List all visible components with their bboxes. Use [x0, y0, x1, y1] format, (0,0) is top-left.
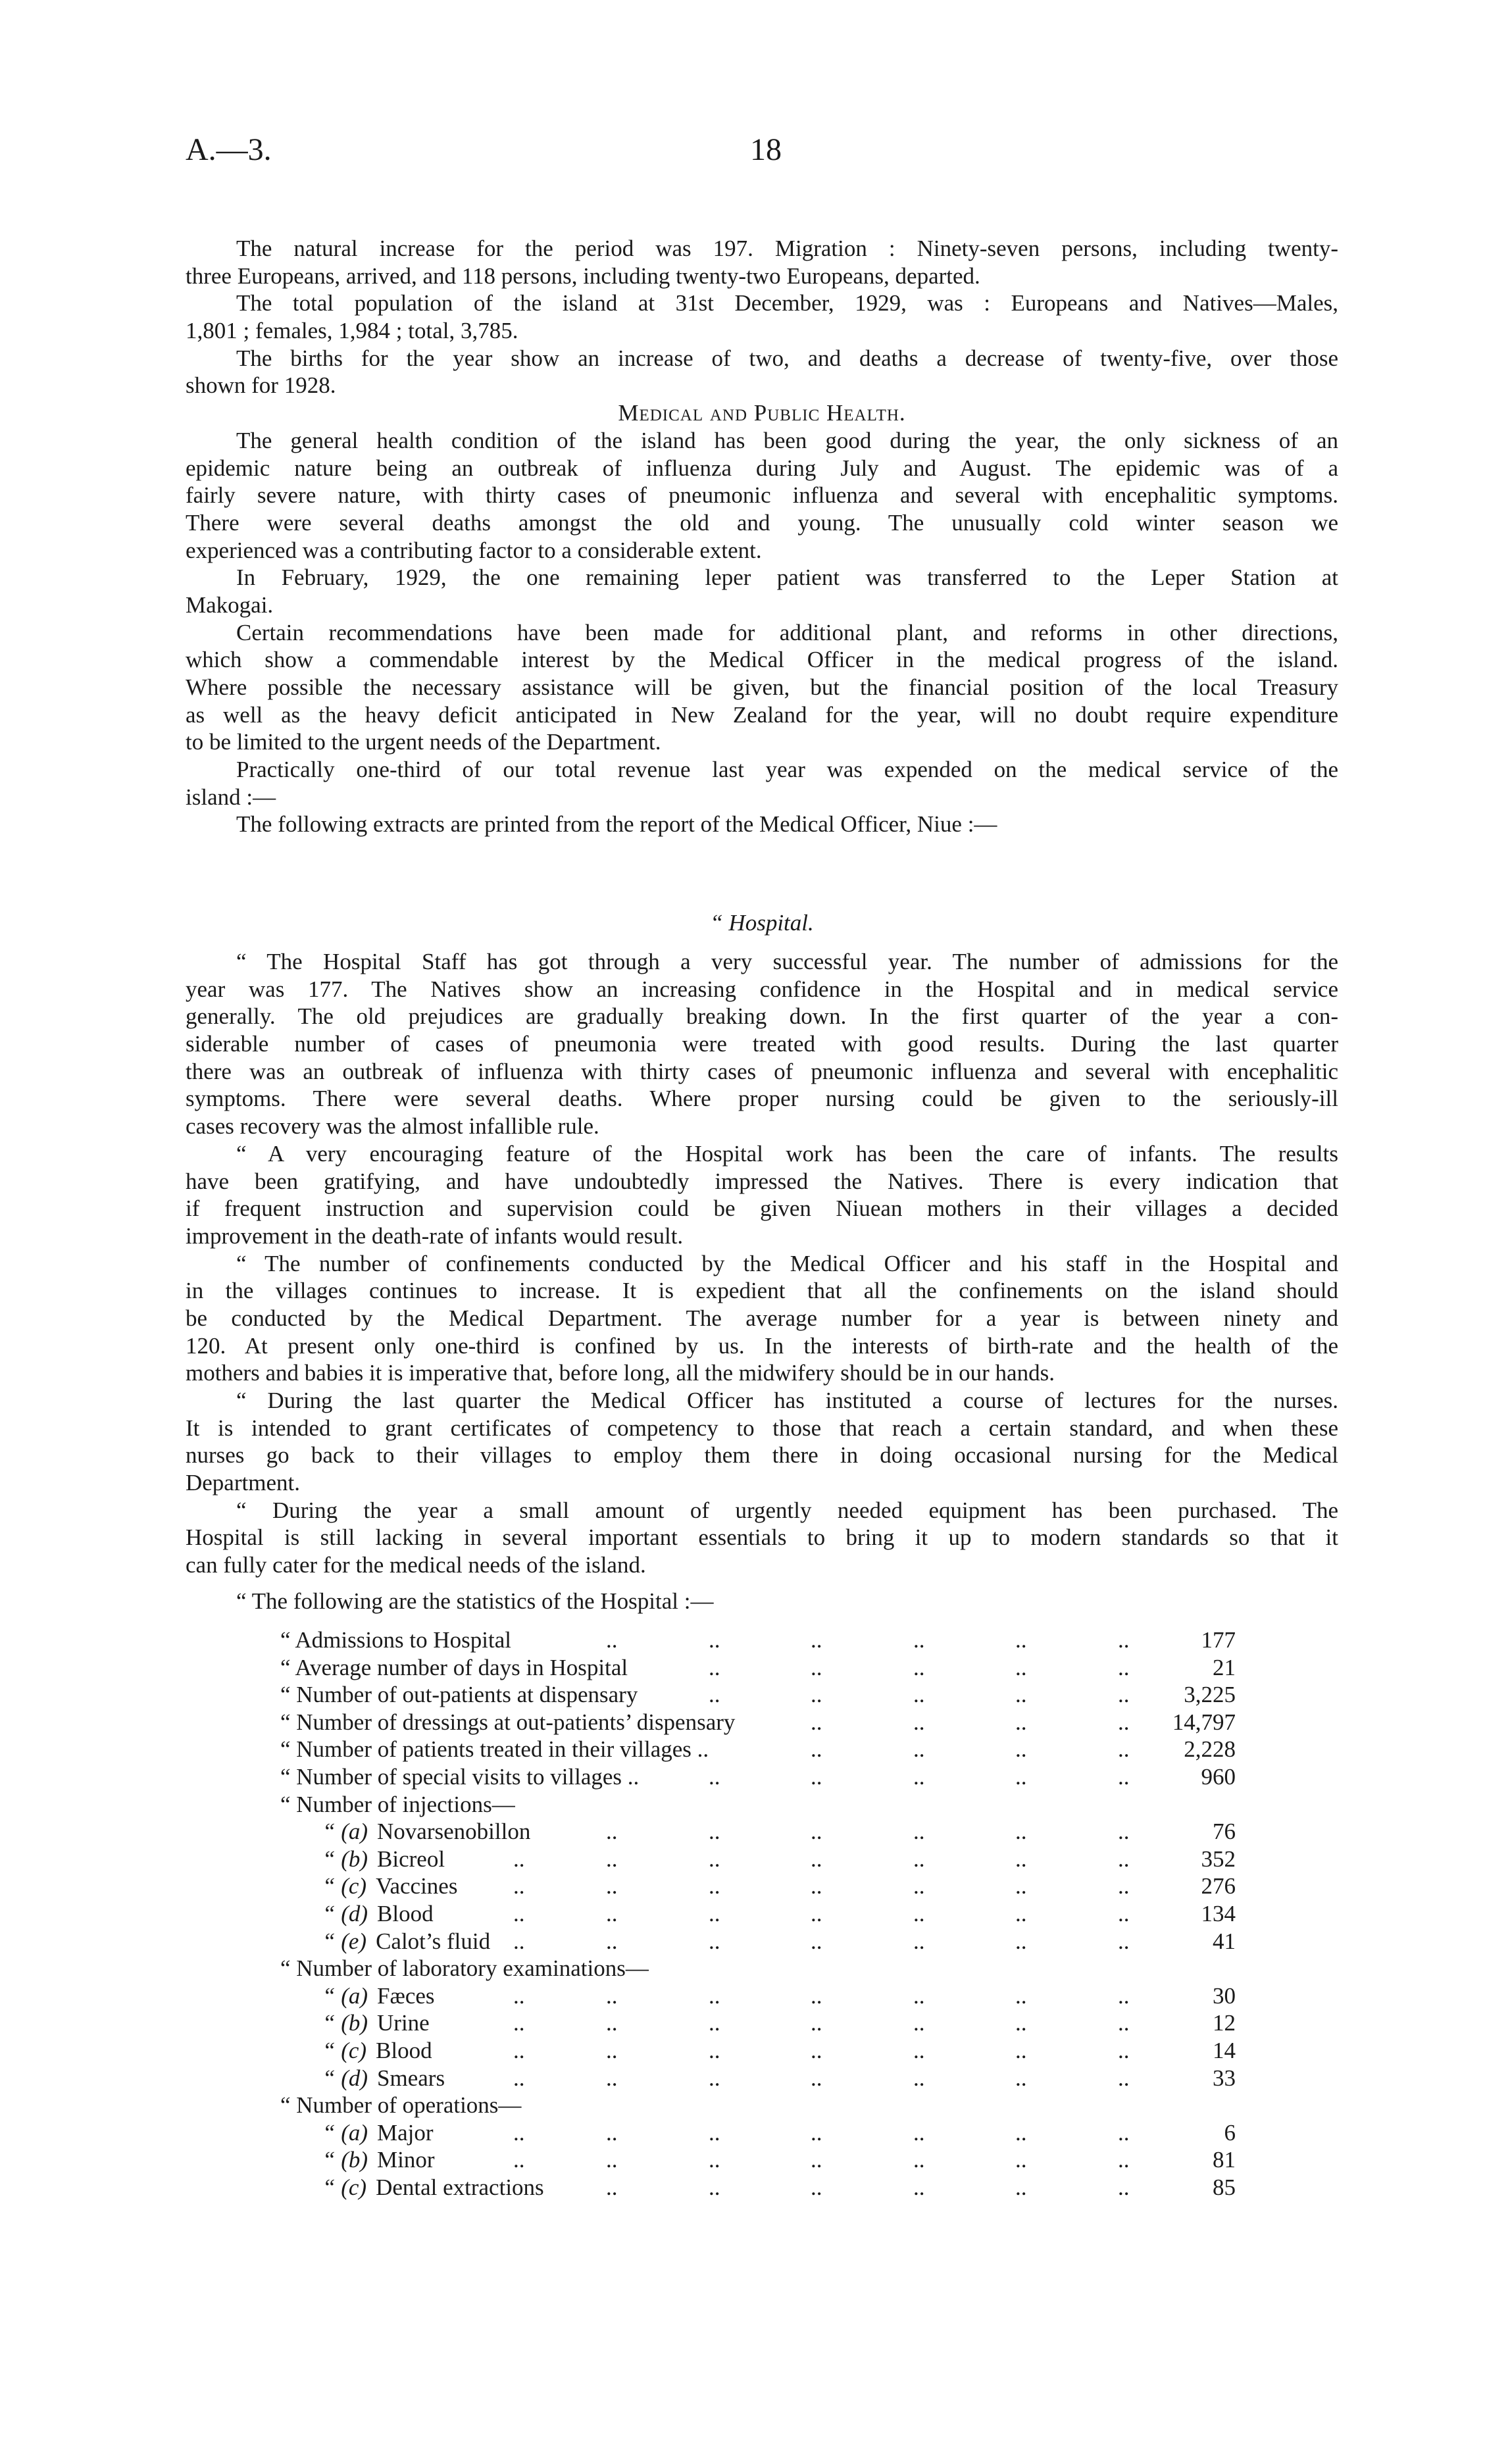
leader-dots: .. [606, 1873, 618, 1899]
stats-value: 76 [1213, 1819, 1236, 1845]
leader-dots: .. [913, 2147, 925, 2173]
text-line: have been gratifying, and have undoubtedly impressed the Natives. There is every indication that [186, 1168, 1338, 1194]
leader-dots: .. [811, 1982, 822, 2009]
label-text: Blood [376, 2037, 432, 2063]
stats-row [186, 2065, 1238, 2092]
leader-dots: .. [606, 1627, 618, 1653]
leader-dots: .. [513, 1900, 525, 1926]
leader-dots: .. [1118, 2147, 1130, 2173]
item-letter: “ (a) [322, 2119, 368, 2146]
leader-dots: .. [1118, 1627, 1130, 1653]
text-line: if frequent instruction and supervision could be given Niuean mothers in their villages a decided [186, 1195, 1338, 1222]
stats-value: 81 [1213, 2147, 1236, 2173]
stats-label [322, 2009, 430, 2037]
item-letter: “ (a) [322, 1819, 368, 1845]
leader-dots: .. [606, 2147, 618, 2173]
stats-value: 177 [1201, 1627, 1236, 1653]
leader-dots: .. [811, 1819, 822, 1845]
label-text: “ Number of dressings at out-patients’ dispensary [280, 1709, 736, 1735]
paragraph [186, 1387, 1338, 1497]
leader-dots: .. [1015, 1682, 1027, 1708]
label-text: “ Number of injections— [280, 1791, 515, 1817]
stats-label [280, 1626, 511, 1654]
paragraph [186, 811, 1338, 838]
stats-value: 352 [1201, 1846, 1236, 1872]
leader-dots: .. [811, 2174, 822, 2200]
stats-value: 3,225 [1184, 1682, 1236, 1708]
leader-dots: .. [913, 1982, 925, 2009]
stats-label [322, 2146, 435, 2174]
leader-dots: .. [1015, 2119, 1027, 2146]
leader-dots: .. [606, 2174, 618, 2200]
label-text: “ Admissions to Hospital [280, 1627, 511, 1653]
stats-label [322, 2065, 445, 2092]
stats-value: 14,797 [1172, 1709, 1236, 1735]
label-text: Major [377, 2119, 434, 2146]
stats-row [186, 1818, 1238, 1846]
leader-dots: .. [811, 2037, 822, 2063]
leader-dots: .. [811, 1709, 822, 1735]
stats-row [186, 2119, 1238, 2147]
leader-dots: .. [1015, 2065, 1027, 2091]
stats-label [322, 2174, 544, 2201]
text-line: The births for the year show an increase of two, and deaths a decrease of twenty-five, over those [236, 345, 1338, 371]
leader-dots: .. [709, 2147, 720, 2173]
text-line: In February, 1929, the one remaining leper patient was transferred to the Leper Station at [236, 565, 1338, 591]
label-text: Calot’s fluid [376, 1928, 491, 1954]
leader-dots: .. [913, 1819, 925, 1845]
leader-dots: .. [1118, 2119, 1130, 2146]
text-line: It is intended to grant certificates of competency to those that reach a certain standard, and when these [186, 1415, 1338, 1441]
leader-dots: .. [513, 1873, 525, 1899]
stats-row [186, 1791, 1238, 1819]
leader-dots: .. [1015, 1873, 1027, 1899]
stats-row [186, 1681, 1238, 1709]
stats-row [186, 1763, 1238, 1791]
leader-dots: .. [513, 1928, 525, 1954]
leader-dots: .. [913, 1682, 925, 1708]
leader-dots: .. [811, 1900, 822, 1926]
leader-dots: .. [1015, 2037, 1027, 2063]
item-letter: “ (e) [322, 1928, 367, 1954]
leader-dots: .. [1015, 2010, 1027, 2036]
leader-dots: .. [1118, 1654, 1130, 1680]
leader-dots: .. [1015, 1654, 1027, 1680]
stats-value: 6 [1224, 2119, 1236, 2146]
leader-dots: .. [606, 2119, 618, 2146]
label-text: Bicreol [377, 1846, 445, 1872]
text-line: Makogai. [186, 591, 274, 618]
leader-dots: .. [913, 1873, 925, 1899]
item-letter: “ (c) [322, 2037, 367, 2063]
text-line: shown for 1928. [186, 372, 336, 399]
leader-dots: .. [1015, 2147, 1027, 2173]
paragraph [186, 1140, 1338, 1250]
heading-text: Medical and Public Health. [618, 400, 906, 426]
stats-label [322, 1846, 445, 1873]
stats-label [280, 1654, 628, 1682]
stats-value: 41 [1213, 1928, 1236, 1954]
leader-dots: .. [606, 1928, 618, 1954]
text-line: in the villages continues to increase. It is expedient that all the confinements on the island should [186, 1278, 1338, 1304]
label-text: “ Number of special visits to villages .. [280, 1763, 640, 1790]
text-line: “ During the last quarter the Medical Officer has instituted a course of lectures for the nurses. [236, 1388, 1338, 1413]
leader-dots: .. [811, 1846, 822, 1872]
stats-row [186, 2092, 1238, 2119]
paragraph [186, 289, 1338, 344]
stats-value: 21 [1213, 1654, 1236, 1680]
leader-dots: .. [811, 2010, 822, 2036]
item-letter: “ (a) [322, 1982, 368, 2009]
leader-dots: .. [1118, 2065, 1130, 2091]
label-text: Vaccines [376, 1873, 458, 1899]
label-text: “ Number of out-patients at dispensary [280, 1682, 638, 1708]
stats-row [186, 1654, 1238, 1682]
stats-row [186, 1928, 1238, 1955]
leader-dots: .. [913, 2037, 925, 2063]
item-letter: “ (c) [322, 1873, 367, 1899]
leader-dots: .. [709, 2174, 720, 2200]
stats-value: 2,228 [1184, 1736, 1236, 1763]
stats-row [186, 1846, 1238, 1873]
leader-dots: .. [1118, 1900, 1130, 1926]
text-line: There were several deaths amongst the old and young. The unusually cold winter season we [186, 509, 1338, 536]
item-letter: “ (b) [322, 1846, 368, 1872]
leader-dots: .. [1015, 1928, 1027, 1954]
leader-dots: .. [811, 2065, 822, 2091]
stats-row [186, 1873, 1238, 1900]
stats-row [186, 2174, 1238, 2201]
label-text: Dental extractions [376, 2174, 544, 2200]
leader-dots: .. [513, 1846, 525, 1872]
text-line: improvement in the death-rate of infants would result. [186, 1222, 684, 1249]
leader-dots: .. [811, 1682, 822, 1708]
leader-dots: .. [1118, 1736, 1130, 1763]
leader-dots: .. [709, 2065, 720, 2091]
text-line: cases recovery was the almost infallible rule. [186, 1113, 599, 1140]
leader-dots: .. [811, 2119, 822, 2146]
label-text: “ Number of patients treated in their villages .. [280, 1736, 709, 1763]
stats-row [186, 2037, 1238, 2065]
leader-dots: .. [606, 2010, 618, 2036]
leader-dots: .. [1015, 1982, 1027, 2009]
leader-dots: .. [606, 1900, 618, 1926]
leader-dots: .. [1015, 1627, 1027, 1653]
stats-label [280, 1763, 639, 1791]
stats-value: 134 [1201, 1900, 1236, 1926]
leader-dots: .. [811, 1654, 822, 1680]
leader-dots: .. [1118, 1928, 1130, 1954]
leader-dots: .. [709, 1654, 720, 1680]
label-text: “ Number of operations— [280, 2092, 522, 2119]
leader-dots: .. [709, 1928, 720, 1954]
text-line: can fully cater for the medical needs of the island. [186, 1552, 646, 1578]
item-letter: “ (c) [322, 2174, 367, 2200]
leader-dots: .. [606, 1846, 618, 1872]
text-line: year was 177. The Natives show an increasing confidence in the Hospital and in medical service [186, 976, 1338, 1002]
text-line: Practically one-third of our total revenue last year was expended on the medical service of the [236, 757, 1338, 783]
leader-dots: .. [1015, 1736, 1027, 1763]
paragraph [186, 619, 1338, 756]
text-line: Department. [186, 1470, 300, 1496]
label-text: Smears [377, 2065, 445, 2091]
text-line: Hospital is still lacking in several important essentials to bring it up to modern standards so that it [186, 1524, 1338, 1551]
leader-dots: .. [811, 1763, 822, 1790]
leader-dots: .. [513, 2010, 525, 2036]
page-number: 18 [750, 132, 782, 167]
stats-value: 960 [1201, 1763, 1236, 1790]
stats-label [280, 1955, 649, 1982]
paragraph [186, 756, 1338, 811]
stats-intro: “ The following are the statistics of the Hospital :— [236, 1588, 714, 1614]
leader-dots: .. [513, 1982, 525, 2009]
text-line: The natural increase for the period was 197. Migration : Ninety-seven persons, including twenty- [236, 236, 1338, 261]
leader-dots: .. [709, 2037, 720, 2063]
stats-label [322, 2037, 432, 2065]
leader-dots: .. [606, 2037, 618, 2063]
paragraph [186, 345, 1338, 399]
paragraph [186, 948, 1338, 1140]
stats-label [280, 1681, 638, 1709]
stats-row [186, 1955, 1238, 1982]
leader-dots: .. [1015, 1900, 1027, 1926]
stats-row [186, 1626, 1238, 1654]
text-line: “ During the year a small amount of urgently needed equipment has been purchased. The [236, 1497, 1338, 1523]
leader-dots: .. [913, 1736, 925, 1763]
leader-dots: .. [811, 1736, 822, 1763]
leader-dots: .. [1118, 2010, 1130, 2036]
paragraph [186, 235, 1338, 289]
leader-dots: .. [913, 1763, 925, 1790]
text-line: The following extracts are printed from the report of the Medical Officer, Niue :— [236, 811, 997, 838]
label-text: Novarsenobillon [377, 1819, 531, 1845]
leader-dots: .. [1118, 1709, 1130, 1735]
leader-dots: .. [913, 2010, 925, 2036]
leader-dots: .. [709, 2010, 720, 2036]
text-line: which show a commendable interest by the Medical Officer in the medical progress of the island. [186, 647, 1338, 673]
leader-dots: .. [913, 1654, 925, 1680]
section-hospital-report [186, 948, 1338, 1579]
leader-dots: .. [606, 1982, 618, 2009]
hospital-statistics-table [186, 1626, 1238, 2201]
stats-label [280, 2092, 521, 2119]
stats-value: 33 [1213, 2065, 1236, 2091]
hospital-heading: “ Hospital. [710, 910, 814, 936]
leader-dots: .. [1118, 1682, 1130, 1708]
leader-dots: .. [913, 2119, 925, 2146]
leader-dots: .. [1118, 1846, 1130, 1872]
stats-row [186, 2146, 1238, 2174]
leader-dots: .. [513, 2119, 525, 2146]
text-line: be conducted by the Medical Department. The average number for a year is between ninety and [186, 1305, 1338, 1331]
leader-dots: .. [913, 2174, 925, 2200]
stats-label [322, 1900, 434, 1928]
leader-dots: .. [513, 2037, 525, 2063]
document-code: A.—3. [186, 132, 272, 167]
stats-value: 85 [1213, 2174, 1236, 2200]
leader-dots: .. [913, 1928, 925, 1954]
label-text: Fæces [377, 1982, 435, 2009]
label-text: Minor [377, 2147, 435, 2173]
text-line: there was an outbreak of influenza with thirty cases of pneumonic influenza and several with encephalitic [186, 1058, 1338, 1084]
leader-dots: .. [1118, 2174, 1130, 2200]
stats-label [322, 1873, 457, 1900]
label-text: “ Number of laboratory examinations— [280, 1955, 649, 1982]
stats-label [322, 1928, 490, 1955]
stats-label [280, 1791, 515, 1819]
stats-value: 12 [1213, 2010, 1236, 2036]
section-heading [186, 399, 1338, 427]
leader-dots: .. [709, 1627, 720, 1653]
text-line: siderable number of cases of pneumonia were treated with good results. During the last quarter [186, 1031, 1338, 1057]
text-line: experienced was a contributing factor to a considerable extent. [186, 537, 762, 563]
leader-dots: .. [606, 2065, 618, 2091]
item-letter: “ (b) [322, 2147, 368, 2173]
leader-dots: .. [709, 1682, 720, 1708]
text-line: The total population of the island at 31st December, 1929, was : Europeans and Natives—Males, [236, 290, 1338, 316]
text-line: to be limited to the urgent needs of the Department. [186, 729, 661, 755]
leader-dots: .. [913, 1627, 925, 1653]
leader-dots: .. [913, 1846, 925, 1872]
leader-dots: .. [709, 1873, 720, 1899]
leader-dots: .. [913, 1900, 925, 1926]
leader-dots: .. [709, 1982, 720, 2009]
leader-dots: .. [1015, 1846, 1027, 1872]
leader-dots: .. [709, 1846, 720, 1872]
leader-dots: .. [811, 1928, 822, 1954]
leader-dots: .. [709, 1763, 720, 1790]
leader-dots: .. [1015, 1763, 1027, 1790]
label-text: Blood [377, 1900, 434, 1926]
text-line: The general health condition of the island has been good during the year, the only sickness of an [236, 427, 1338, 453]
text-line: generally. The old prejudices are gradually breaking down. In the first quarter of the year a con- [186, 1003, 1338, 1030]
section-population-and-health [186, 235, 1338, 838]
leader-dots: .. [811, 1627, 822, 1653]
leader-dots: .. [1015, 1819, 1027, 1845]
text-line: island :— [186, 784, 276, 810]
text-line: as well as the heavy deficit anticipated in New Zealand for the year, will no doubt require expenditure [186, 701, 1338, 728]
leader-dots: .. [913, 2065, 925, 2091]
stats-value: 276 [1201, 1873, 1236, 1899]
leader-dots: .. [1118, 1763, 1130, 1790]
text-line: nurses go back to their villages to employ them there in doing occasional nursing for the Medical [186, 1442, 1338, 1469]
leader-dots: .. [709, 1900, 720, 1926]
stats-row [186, 1736, 1238, 1763]
stats-label [280, 1736, 709, 1763]
stats-row [186, 2009, 1238, 2037]
stats-label [322, 1982, 435, 2010]
leader-dots: .. [1118, 1873, 1130, 1899]
leader-dots: .. [606, 1819, 618, 1845]
stats-row [186, 1982, 1238, 2010]
leader-dots: .. [811, 1873, 822, 1899]
leader-dots: .. [709, 2119, 720, 2146]
text-line: fairly severe nature, with thirty cases of pneumonic influenza and several with encephalitic symptoms. [186, 482, 1338, 509]
stats-row [186, 1900, 1238, 1928]
stats-label [280, 1709, 735, 1736]
paragraph [186, 564, 1338, 618]
leader-dots: .. [1015, 2174, 1027, 2200]
stats-label [322, 1818, 530, 1846]
leader-dots: .. [913, 1709, 925, 1735]
text-line: “ A very encouraging feature of the Hospital work has been the care of infants. The results [236, 1140, 1338, 1167]
paragraph [186, 1250, 1338, 1387]
text-line: three Europeans, arrived, and 118 persons, including twenty-two Europeans, departed. [186, 263, 980, 289]
leader-dots: .. [1118, 1819, 1130, 1845]
paragraph [186, 427, 1338, 564]
leader-dots: .. [513, 2065, 525, 2091]
leader-dots: .. [1015, 1709, 1027, 1735]
text-line: “ The Hospital Staff has got through a very successful year. The number of admissions for the [236, 949, 1338, 974]
stats-value: 14 [1213, 2037, 1236, 2063]
leader-dots: .. [513, 2147, 525, 2173]
stats-row [186, 1709, 1238, 1736]
item-letter: “ (d) [322, 1900, 368, 1926]
text-line: symptoms. There were several deaths. Where proper nursing could be given to the seriously-ill [186, 1086, 1338, 1112]
text-line: “ The number of confinements conducted by the Medical Officer and his staff in the Hospital and [236, 1250, 1338, 1276]
hospital-heading-block [186, 909, 1338, 937]
text-line: epidemic nature being an outbreak of influenza during July and August. The epidemic was of a [186, 455, 1338, 481]
label-text: Urine [377, 2010, 430, 2036]
text-line: mothers and babies it is imperative that, before long, all the midwifery should be in our hands. [186, 1360, 1055, 1386]
paragraph [186, 1497, 1338, 1579]
stats-value: 30 [1213, 1982, 1236, 2009]
text-line: 1,801 ; females, 1,984 ; total, 3,785. [186, 318, 518, 344]
stats-label [322, 2119, 434, 2147]
stats-intro-block [186, 1588, 1338, 1615]
text-line: Certain recommendations have been made for additional plant, and reforms in other directions, [236, 619, 1338, 645]
leader-dots: .. [709, 1819, 720, 1845]
item-letter: “ (b) [322, 2010, 368, 2036]
leader-dots: .. [1118, 2037, 1130, 2063]
leader-dots: .. [1118, 1982, 1130, 2009]
leader-dots: .. [811, 2147, 822, 2173]
text-line: Where possible the necessary assistance will be given, but the financial position of the local Treasury [186, 674, 1338, 700]
text-line: 120. At present only one-third is confined by us. In the interests of birth-rate and the health of the [186, 1332, 1338, 1359]
item-letter: “ (d) [322, 2065, 368, 2091]
label-text: “ Average number of days in Hospital [280, 1654, 628, 1680]
